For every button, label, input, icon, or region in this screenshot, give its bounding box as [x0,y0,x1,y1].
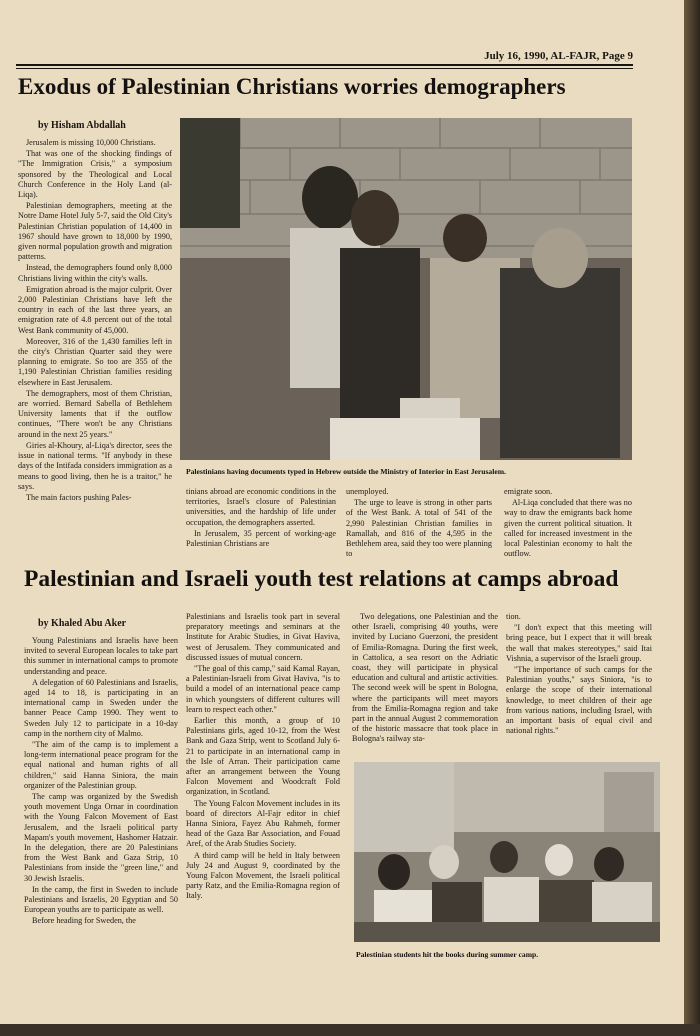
paragraph: Al-Liqa concluded that there was no way to draw the emigrants back home given the current political situation. It called for increased investment in the local Palestinian economy to halt the outflow. [504,498,632,559]
paragraph: emigrate soon. [504,487,553,496]
article2-byline: by Khaled Abu Aker [38,618,127,629]
page-bottom-edge [0,1024,700,1036]
header-rule-thin [16,68,633,69]
paragraph: The camp was organized by the Swedish youth movement Unga Ornar in coordination with the Young Falcon Movement of East Jerusalem, and the Israeli political party Mapam's youth movement, Hashomer Hatzair. In the delegation, there are 20 Palestinians from the West Bank and Gaza Strip, 10 Palestinians from inside the "green line," and 30 Jewish Israelis. [24,792,178,883]
paragraph: Emigration abroad is the major culprit. Over 2,000 Palestinian Christians have left the country in each of the last three years, an emigration rate of 4.8 percent out of the total West Bank community of 45,000. [18,284,172,335]
binding-spine [684,0,700,1036]
article2-headline: Palestinian and Israeli youth test relations at camps abroad [24,566,619,592]
paragraph: unemployed. [346,487,389,496]
paragraph: The urge to leave is strong in other parts of the West Bank. A total of 541 of the 2,990 Palestinian Christian families in Ramallah, and 816 of the 4,595 in the Bethlehem area, said they too were planning to [346,498,492,559]
summer-camp-photo [354,762,660,942]
article1-column-1 [18,138,172,558]
paragraph: Giries al-Khoury, al-Liqa's director, sees the issue in national terms. "If anybody in these days of the Intifada considers immigration as a means to good living, then he is a traitor," he says. [18,440,172,491]
paragraph: In Jerusalem, 35 percent of working-age Palestinian Christians are [186,528,336,549]
article1-byline: by Hisham Abdallah [38,120,126,131]
article1-column-3 [346,487,492,563]
paragraph: Earlier this month, a group of 10 Palestinians girls, aged 10-12, from the West Bank and Gaza Strip, went to Scotland July 6-21 to participate in an international camp in the Isle of Arran. Their participation came after an arrangement between the Young Falcon Movement and Woodcraft Fold organization, in Scotland. [186,716,340,797]
paragraph: tion. [506,612,521,621]
paragraph: The main factors pushing Pales- [26,492,132,502]
paragraph: Two delegations, one Palestinian and the other Israeli, comprising 40 youths, were invited by Luciano Guerzoni, the president of Emilia-Romagna. During the first week, in Cattolica, a sea resort on the Adriatic coast, they will participate in physical education and cultural and artistic activities. The second week will be spent in Bologna, where the participants will meet mayors from the Emilia-Romagna region and take part in the annual August 2 commemoration of the historic massacre that took place in Bologna's railway sta- [352,612,498,744]
article2-column-2 [186,612,340,972]
article1-headline: Exodus of Palestinian Christians worries demographers [18,74,566,99]
ministry-photo [180,118,632,460]
paragraph: That was one of the shocking findings of "The Immigration Crisis," a symposium sponsored by the Theological and Local Church Conference in the Holy Land (al-Liqa). [18,149,172,200]
paragraph: Palestinians and Israelis took part in several preparatory meetings and seminars at the Institute for Arabic Studies, in Givat Haviva, west of Jerusalem. They communicated and discussed issues of mutual concern. [186,612,340,662]
paragraph: "The goal of this camp," said Kamal Rayan, a Palestinian-Israeli from Givat Haviva, "is to build a model of an international peace camp in which youngsters of different cultures will learn to respect each other." [186,664,340,714]
paragraph: Jerusalem is missing 10,000 Christians. [26,138,156,147]
paragraph: A third camp will be held in Italy between July 24 and August 9, coordinated by the Young Falcon Movement, the Israeli political party Ratz, and the Emilia-Romagna region of Italy. [186,850,340,901]
paragraph: "The importance of such camps for the Palestinian youths," says Siniora, "is to enlarge the scope of their international knowledge, to meet children of their age from various nations, including Israel, with an important basis of equal civil and national rights." [506,665,652,736]
paragraph: The demographers, most of them Christian, are worried. Bernard Sabella of Bethlehem University laments that if the outflow continues, "There won't be any Christians around in the next 25 years." [18,388,172,439]
paragraph: Before heading for Sweden, the [32,916,136,926]
article2-column-4 [506,612,652,758]
ministry-photo-image [180,118,632,460]
article1-column-2 [186,487,336,563]
paragraph: The Young Falcon Movement includes in its board of directors Al-Fajr editor in chief Hanna Siniora, Fayez Abu Rahmeh, former head of the Gaza Bar Association, and Fouad Aref, of the Arab Studies Society. [186,798,340,849]
paragraph: tinians abroad are economic conditions in the territories, Israel's closure of Palestinian universities, and the hardship of life under occupation, the demographers asserted. [186,487,336,527]
article1-column-4 [504,487,632,563]
paragraph: "The aim of the camp is to implement a long-term international peace program for the equal national and human rights of all children," said Hanna Siniora, the main organizer of the Palestinian group. [24,740,178,790]
page-header: July 16, 1990, AL-FAJR, Page 9 [484,50,633,62]
paragraph: Palestinian demographers, meeting at the Notre Dame Hotel July 5-7, said the Old City's Palestinian Christian population of 14,400 in 1967 should have grown to 18,000 by 1990, given normal population growth and migration patterns. [18,201,172,262]
paragraph: Moreover, 316 of the 1,430 families left in the city's Christian Quarter said they were planning to emigrate. So too are 355 of the 1,190 Palestinian Christian families residing elsewhere in East Jerusalem. [18,336,172,387]
paragraph: Young Palestinians and Israelis have been invited to several European locales to take part this summer in international camps to promote understanding and peace. [24,636,178,676]
summer-camp-photo-image [354,762,660,942]
paragraph: A delegation of 60 Palestinians and Israelis, aged 14 to 18, is participating in an international camp in Sweden under the banner Peace Camp 1990. They went to Sweden July 12 to participate in a 10-day camp in the northern city of Malmo. [24,677,178,738]
paragraph: In the camp, the first in Sweden to include Palestinians and Israelis, 20 Egyptian and 50 European youths are to participate as well. [24,884,178,915]
ministry-photo-caption: Palestinians having documents typed in Hebrew outside the Ministry of Interior in East Jerusalem. [186,467,506,476]
article2-column-3 [352,612,498,758]
paragraph: "I don't expect that this meeting will bring peace, but I expect that it will break the wall that makes stereotypes," said Itai Vishnia, a supervisor of the Israeli group. [506,623,652,663]
article2-column-1 [24,636,178,972]
summer-camp-photo-caption: Palestinian students hit the books during summer camp. [356,950,539,959]
paragraph: Instead, the demographers found only 8,000 Christians living within the city's walls. [18,263,172,283]
header-rule-thick [16,64,633,66]
